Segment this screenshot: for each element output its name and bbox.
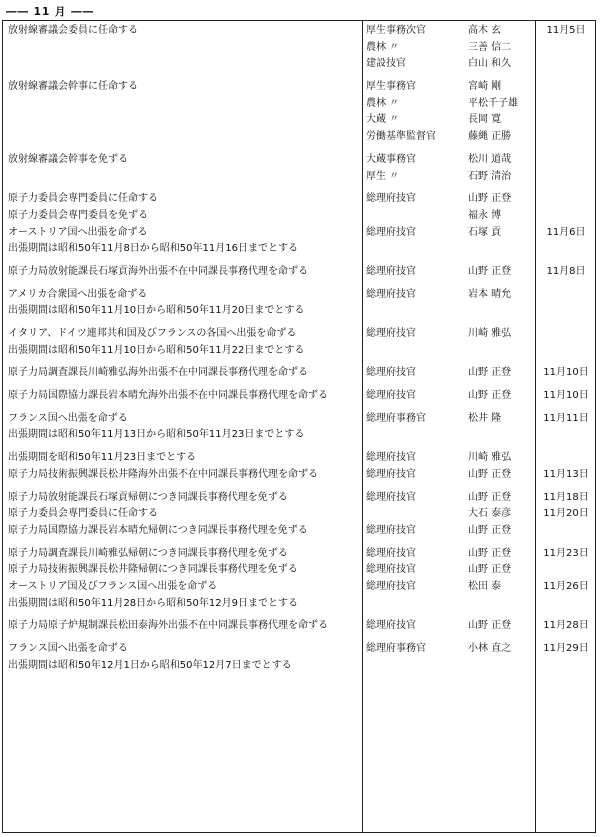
row-line — [2, 388, 596, 405]
row-line — [2, 365, 596, 382]
appointments-table — [2, 20, 596, 833]
date: 11月6日 — [546, 226, 586, 238]
row-line — [2, 618, 596, 635]
table-row — [2, 191, 596, 264]
person-name: 平松千子雄 — [468, 97, 518, 109]
date: 11月28日 — [543, 620, 589, 632]
row-line — [2, 191, 596, 208]
official-title: 総理府技官 — [366, 328, 416, 339]
official-title: 総理府技官 — [366, 193, 416, 205]
row-gap — [2, 674, 596, 680]
table-row — [2, 23, 596, 79]
official-title: 建設技官 — [366, 58, 406, 70]
action-text: 原子力局国際協力課長岩本晴允帰朝につき同課長事務代理を免ずる — [8, 524, 308, 536]
row-line — [2, 169, 596, 186]
action-text: 原子力局調査課長川崎雅弘海外出張不在中同課長事務代理を命ずる — [8, 367, 308, 379]
table-row — [2, 287, 596, 326]
person-name: 山野 正登 — [468, 468, 512, 480]
date: 11月10日 — [543, 367, 589, 379]
action-text: 原子力委員会専門委員に任命する — [8, 193, 158, 205]
table-row — [2, 490, 596, 546]
table-row — [2, 388, 596, 411]
action-text: 原子力局国際協力課長岩本晴允海外出張不在中同課長事務代理を命ずる — [8, 390, 328, 402]
row-line — [2, 546, 596, 563]
row-line — [2, 427, 596, 444]
action-text: 原子力局原子炉規制課長松田泰海外出張不在中同課長事務代理を命ずる — [8, 620, 328, 632]
person-name: 山野 正登 — [468, 620, 512, 632]
person-name: 石野 清治 — [468, 170, 512, 182]
action-text: 出張期間は昭和50年11月10日から昭和50年11月20日までとする — [8, 305, 305, 317]
row-line — [2, 264, 596, 281]
row-line — [2, 641, 596, 658]
table-row — [2, 79, 596, 152]
table-row — [2, 411, 596, 450]
row-line — [2, 208, 596, 225]
action-text: 放射線審議会幹事を免ずる — [8, 153, 128, 165]
official-title: 総理府技官 — [366, 367, 416, 379]
date: 11月11日 — [543, 412, 589, 424]
row-line — [2, 658, 596, 675]
official-title: 総理府技官 — [366, 564, 416, 576]
row-line — [2, 490, 596, 507]
date: 11月8日 — [546, 265, 586, 277]
table-row — [2, 326, 596, 365]
person-name: 松井 隆 — [468, 412, 502, 424]
action-text: オーストリア国及びフランス国へ出張を命ずる — [8, 580, 218, 592]
row-line — [2, 411, 596, 428]
person-name: 山野 正登 — [468, 390, 512, 402]
row-line — [2, 112, 596, 129]
person-name: 宮崎 剛 — [468, 81, 502, 93]
person-name: 山野 正登 — [468, 564, 512, 576]
person-name: 岩本 晴允 — [468, 288, 512, 300]
person-name: 石塚 貢 — [468, 226, 502, 238]
action-text: 出張期間は昭和50年12月1日から昭和50年12月7日までとする — [8, 659, 292, 671]
person-name: 山野 正登 — [468, 524, 512, 536]
action-text: 出張期間は昭和50年11月28日から昭和50年12月9日までとする — [8, 597, 298, 609]
person-name: 松田 泰 — [468, 580, 502, 592]
table-row — [2, 618, 596, 641]
official-title: 大蔵 〃 — [366, 114, 400, 126]
action-text: オーストリア国へ出張を命ずる — [8, 226, 148, 238]
official-title: 総理府技官 — [366, 491, 416, 503]
official-title: 総理府技官 — [366, 524, 416, 536]
official-title: 総理府技官 — [366, 390, 416, 402]
row-line — [2, 596, 596, 613]
official-title: 農林 〃 — [366, 41, 400, 53]
action-text: 出張期間を昭和50年11月23日までとする — [8, 452, 197, 464]
action-text: 原子力局放射能課長石塚貢帰朝につき同課長事務代理を免ずる — [8, 491, 288, 503]
table-row — [2, 152, 596, 191]
official-title: 厚生事務次官 — [366, 25, 426, 36]
date: 11月26日 — [543, 580, 589, 592]
action-text: フランス国へ出張を命ずる — [8, 643, 128, 654]
action-text: 出張期間は昭和50年11月8日から昭和50年11月16日までとする — [8, 243, 298, 255]
action-text: 原子力局技術振興課長松井隆海外出張不在中同課長事務代理を命ずる — [8, 468, 318, 480]
month-header: ―― 11 月 ―― — [6, 6, 95, 18]
row-line — [2, 450, 596, 467]
row-line — [2, 562, 596, 579]
table-body — [2, 23, 596, 680]
official-title: 農林 〃 — [366, 97, 400, 109]
row-line — [2, 287, 596, 304]
action-text: 原子力局放射能課長石塚貢海外出張不在中同課長事務代理を命ずる — [8, 265, 308, 277]
table-row — [2, 264, 596, 287]
person-name: 福永 博 — [468, 209, 502, 221]
official-title: 厚生事務官 — [366, 81, 416, 93]
official-title: 総理府技官 — [366, 288, 416, 300]
date: 11月5日 — [546, 25, 586, 36]
action-text: 原子力委員会専門委員を免ずる — [8, 209, 148, 221]
person-name: 小林 直之 — [468, 643, 512, 654]
official-title: 総理府技官 — [366, 620, 416, 632]
row-line — [2, 241, 596, 258]
date: 11月29日 — [543, 643, 589, 654]
action-text: アメリカ合衆国へ出張を命ずる — [8, 288, 148, 300]
row-line — [2, 79, 596, 96]
row-line — [2, 40, 596, 57]
person-name: 山野 正登 — [468, 265, 512, 277]
person-name: 大石 泰彦 — [468, 508, 512, 520]
date: 11月23日 — [543, 547, 589, 559]
person-name: 松川 道哉 — [468, 153, 512, 165]
date: 11月20日 — [543, 508, 589, 520]
row-line — [2, 225, 596, 242]
person-name: 山野 正登 — [468, 367, 512, 379]
row-line — [2, 23, 596, 40]
official-title: 総理府技官 — [366, 226, 416, 238]
date: 11月13日 — [543, 468, 589, 480]
action-text: 放射線審議会幹事に任命する — [8, 81, 138, 93]
official-title: 総理府技官 — [366, 468, 416, 480]
action-text: フランス国へ出張を命ずる — [8, 412, 128, 424]
row-line — [2, 56, 596, 73]
row-line — [2, 506, 596, 523]
action-text: 出張期間は昭和50年11月13日から昭和50年11月23日までとする — [8, 429, 305, 441]
official-title: 総理府技官 — [366, 265, 416, 277]
table-row — [2, 365, 596, 388]
official-title: 総理府技官 — [366, 452, 416, 464]
table-bottom-border — [2, 832, 596, 833]
row-line — [2, 467, 596, 484]
person-name: 川崎 雅弘 — [468, 452, 512, 464]
person-name: 長岡 寛 — [468, 114, 502, 126]
official-title: 総理府技官 — [366, 580, 416, 592]
row-line — [2, 303, 596, 320]
action-text: イタリア、ドイツ連邦共和国及びフランスの各国へ出張を命ずる — [8, 328, 297, 339]
person-name: 藤縄 正勝 — [468, 131, 512, 143]
table-row — [2, 546, 596, 619]
action-text: 原子力局技術振興課長松井隆帰朝につき同課長事務代理を免ずる — [8, 564, 298, 576]
person-name: 川崎 雅弘 — [468, 328, 512, 339]
row-line — [2, 129, 596, 146]
row-line — [2, 523, 596, 540]
table-row — [2, 450, 596, 489]
official-title: 労働基準監督官 — [366, 131, 436, 143]
official-title: 厚生 〃 — [366, 170, 400, 182]
official-title: 総理府技官 — [366, 547, 416, 559]
person-name: 山野 正登 — [468, 547, 512, 559]
row-line — [2, 96, 596, 113]
date: 11月10日 — [543, 390, 589, 402]
person-name: 山野 正登 — [468, 193, 512, 205]
action-text: 原子力局調査課長川崎雅弘帰朝につき同課長事務代理を免ずる — [8, 547, 288, 559]
person-name: 山野 正登 — [468, 491, 512, 503]
official-title: 大蔵事務官 — [366, 153, 416, 165]
table-row — [2, 641, 596, 680]
table-top-border — [2, 20, 596, 21]
action-text: 放射線審議会委員に任命する — [8, 25, 138, 36]
row-line — [2, 326, 596, 343]
action-text: 原子力委員会専門委員に任命する — [8, 508, 158, 520]
row-line — [2, 343, 596, 360]
row-line — [2, 579, 596, 596]
official-title: 総理府事務官 — [366, 643, 426, 654]
action-text: 出張期間は昭和50年11月10日から昭和50年11月22日までとする — [8, 344, 305, 356]
row-line — [2, 152, 596, 169]
person-name: 三善 信二 — [468, 41, 512, 53]
person-name: 高木 玄 — [468, 25, 502, 36]
official-title: 総理府事務官 — [366, 412, 426, 424]
date: 11月18日 — [543, 491, 589, 503]
person-name: 白山 和久 — [468, 58, 512, 70]
